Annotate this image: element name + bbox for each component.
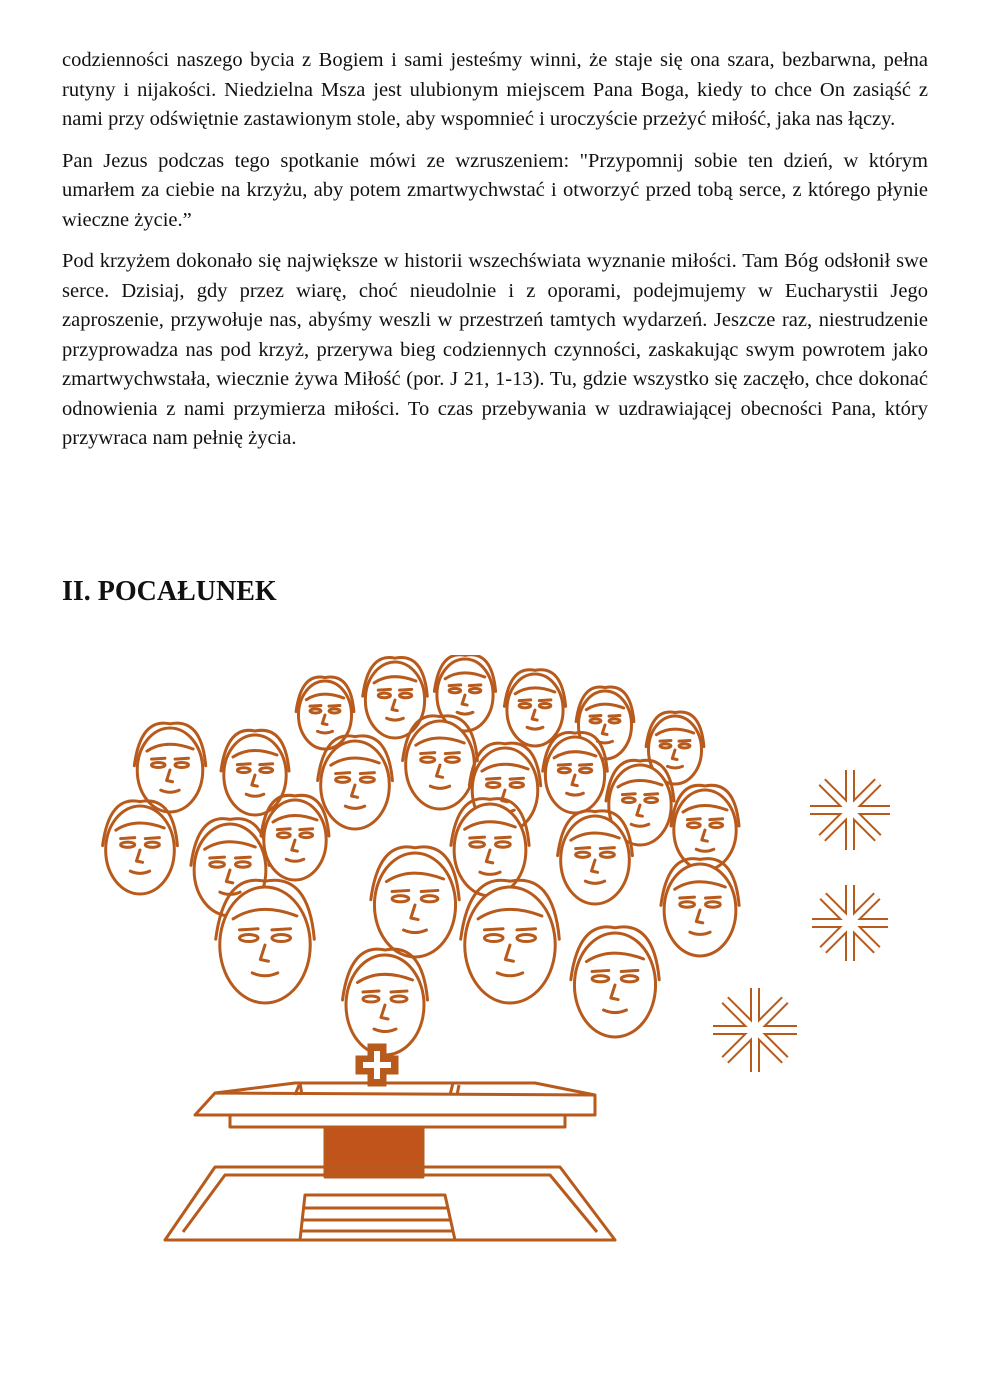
paragraph-3: Pod krzyżem dokonało się największe w historii wszechświata wyznanie miłości. Tam Bóg odsłonił swe serce. Dzisiaj, gdy przez wiarę, choć nieudolnie i z oporami, podejmujemy w Eucharystii Jego zaproszenie, przywołuje nas, abyśmy weszli w przestrzeń tamtych wydarzeń. Jeszcze raz, niestrudzenie przyprowadza nas pod krzyż, przerywa bieg codziennych czynności, zaskakując swym powrotem jako zmartwychwstała, wiecznie żywa Miłość (por. J 21, 1-13). Tu, gdzie wszystko się zaczęło, chce dokonać odnowienia z nami przymierza miłości. To czas przebywania w uzdrawiającej obecności Pana, który przywraca nam pełnię życia.	[62, 250, 928, 449]
paragraph-2: Pan Jezus podczas tego spotkanie mówi ze wzruszeniem: "Przypomnij sobie ten dzień, w którym umarłem za ciebie na krzyżu, aby potem zmartwychwstać i otworzyć przed tobą serce, z którego płynie wieczne życie.”	[62, 149, 928, 231]
face	[296, 677, 354, 749]
crowd-altar-illustration	[95, 655, 905, 1255]
face	[461, 880, 560, 1003]
altar	[165, 1083, 615, 1240]
face	[571, 927, 659, 1037]
face	[103, 801, 178, 894]
face	[343, 949, 428, 1055]
face	[434, 655, 495, 731]
text-body	[62, 46, 928, 466]
face	[221, 730, 289, 815]
face	[371, 847, 459, 957]
face	[363, 658, 428, 738]
paragraph-1: codzienności naszego bycia z Bogiem i sami jesteśmy winni, że staje się ona szara, bezbarwna, pełna rutyny i nijakości. Niedzielna Msza jest ulubionym miejscem Pana Boga, kiedy to chce On zasiąść z nami przy odświętnie zastawionym stole, aby wspomnieć i uroczyście przeżyć miłość, jaka nas łączy.	[62, 49, 928, 130]
face	[661, 859, 739, 956]
asterisk-marks	[713, 770, 890, 1072]
face	[504, 670, 565, 746]
section-heading: II. POCAŁUNEK	[62, 576, 277, 607]
face	[134, 723, 205, 812]
crowd-faces	[103, 655, 740, 1055]
